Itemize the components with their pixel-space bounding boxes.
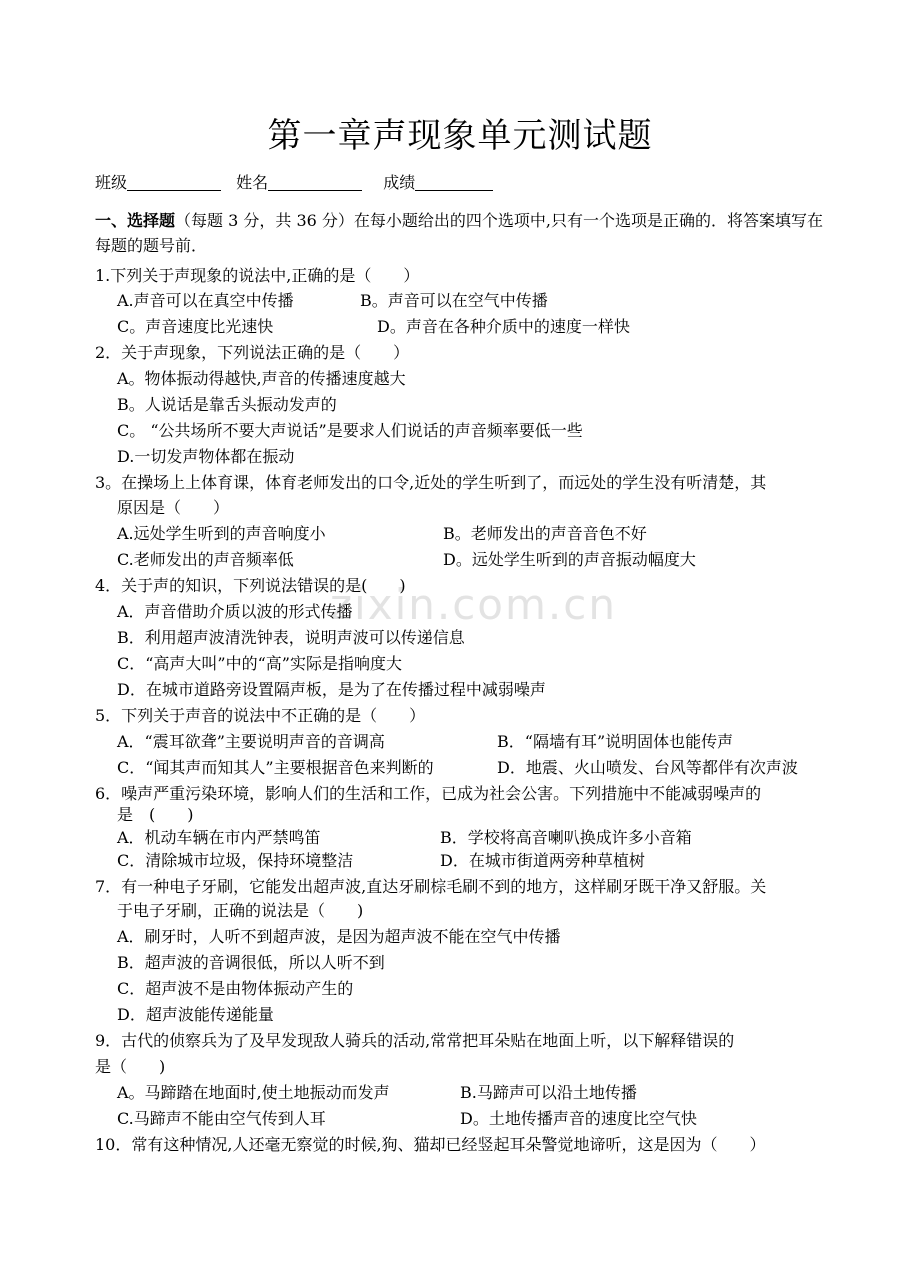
option-line: C。 “公共场所不要大声说话”是要求人们说话的声音频率要低一些 xyxy=(117,421,583,440)
option-line: A．机动车辆在市内严禁鸣笛 xyxy=(117,828,321,847)
class-label: 班级 xyxy=(95,173,128,192)
score-blank xyxy=(415,174,493,191)
option-line: C．“闻其声而知其人”主要根据音色来判断的 xyxy=(117,758,434,777)
question-line: 是 ( ) xyxy=(117,805,194,824)
option-line: A。马蹄踏在地面时,使土地振动而发声 xyxy=(117,1083,390,1102)
option-line: D．地震、火山喷发、台风等都伴有次声波 xyxy=(497,758,798,777)
option-line: B。声音可以在空气中传播 xyxy=(360,291,548,310)
option-line: D。远处学生听到的声音振动幅度大 xyxy=(443,550,696,569)
question-line: 10．常有这种情况,人还毫无察觉的时候,狗、猫却已经竖起耳朵警觉地谛听，这是因为（ ） xyxy=(95,1135,766,1154)
option-line: D．超声波能传递能量 xyxy=(117,1005,274,1024)
option-line: D。土地传播声音的速度比空气快 xyxy=(460,1109,697,1128)
question-line: 6．噪声严重污染环境，影响人们的生活和工作，已成为社会公害。下列措施中不能减弱噪声的 xyxy=(95,784,762,803)
question-line: 7．有一种电子牙刷，它能发出超声波,直达牙刷棕毛刷不到的地方，这样刷牙既干净又舒服。关 xyxy=(95,877,767,896)
question-line: 原因是（ ） xyxy=(117,498,230,517)
question-line: 于电子牙刷，正确的说法是（ ) xyxy=(117,901,364,920)
question-line: 4．关于声的知识，下列说法错误的是( ) xyxy=(95,576,406,595)
option-line: D.一切发声物体都在振动 xyxy=(117,447,295,466)
option-line: C．超声波不是由物体振动产生的 xyxy=(117,979,354,998)
section-note: （每题 3 分，共 36 分）在每小题给出的四个选项中,只有一个选项是正确的．将答案填写在每题的题号前． xyxy=(95,211,823,255)
option-line: B．“隔墙有耳”说明固体也能传声 xyxy=(497,732,734,751)
option-line: B.马蹄声可以沿土地传播 xyxy=(460,1083,637,1102)
watermark: zixin.com.cn xyxy=(330,580,617,629)
name-blank xyxy=(268,174,362,191)
section-label: 一、选择题 xyxy=(95,211,176,230)
question-line: 9．古代的侦察兵为了及早发现敌人骑兵的活动,常常把耳朵贴在地面上听，以下解释错误的 xyxy=(95,1031,735,1050)
option-line: A．刷牙时，人听不到超声波，是因为超声波不能在空气中传播 xyxy=(117,927,561,946)
question-line: 3。在操场上上体育课，体育老师发出的口令,近处的学生听到了，而远处的学生没有听清楚，其 xyxy=(95,473,767,492)
question-line: 是（ ) xyxy=(95,1057,166,1076)
question-line: 1.下列关于声现象的说法中,正确的是（ ） xyxy=(95,266,420,285)
option-line: A。物体振动得越快,声音的传播速度越大 xyxy=(117,369,406,388)
option-line: D．在城市街道两旁种草植树 xyxy=(440,851,645,870)
option-line: B．利用超声波清洗钟表，说明声波可以传递信息 xyxy=(117,628,465,647)
option-line: B。人说话是靠舌头振动发声的 xyxy=(117,395,337,414)
option-line: D．在城市道路旁设置隔声板，是为了在传播过程中减弱噪声 xyxy=(117,680,546,699)
option-line: C.老师发出的声音频率低 xyxy=(117,550,294,569)
name-label: 姓名 xyxy=(236,173,269,192)
option-line: C。声音速度比光速快 xyxy=(117,317,274,336)
class-blank xyxy=(127,174,221,191)
option-line: C．清除城市垃圾，保持环境整洁 xyxy=(117,851,354,870)
option-line: B．学校将高音喇叭换成许多小音箱 xyxy=(440,828,692,847)
option-line: C．“高声大叫”中的“高”实际是指响度大 xyxy=(117,654,402,673)
option-line: A．“震耳欲聋”主要说明声音的音调高 xyxy=(117,732,385,751)
option-line: B。老师发出的声音音色不好 xyxy=(443,524,647,543)
student-info-row xyxy=(95,170,503,193)
question-line: 2．关于声现象，下列说法正确的是（ ） xyxy=(95,343,410,362)
option-line: D。声音在各种介质中的速度一样快 xyxy=(377,317,630,336)
question-line: 5．下列关于声音的说法中不正确的是（ ） xyxy=(95,706,426,725)
section-heading xyxy=(95,208,830,258)
option-line: B．超声波的音调很低，所以人听不到 xyxy=(117,953,385,972)
page-title: 第一章声现象单元测试题 xyxy=(267,116,653,156)
option-line: A．声音借助介质以波的形式传播 xyxy=(117,602,353,621)
option-line: A.远处学生听到的声音响度小 xyxy=(117,524,326,543)
option-line: C.马蹄声不能由空气传到人耳 xyxy=(117,1109,326,1128)
option-line: A.声音可以在真空中传播 xyxy=(117,291,294,310)
score-label: 成绩 xyxy=(383,173,416,192)
